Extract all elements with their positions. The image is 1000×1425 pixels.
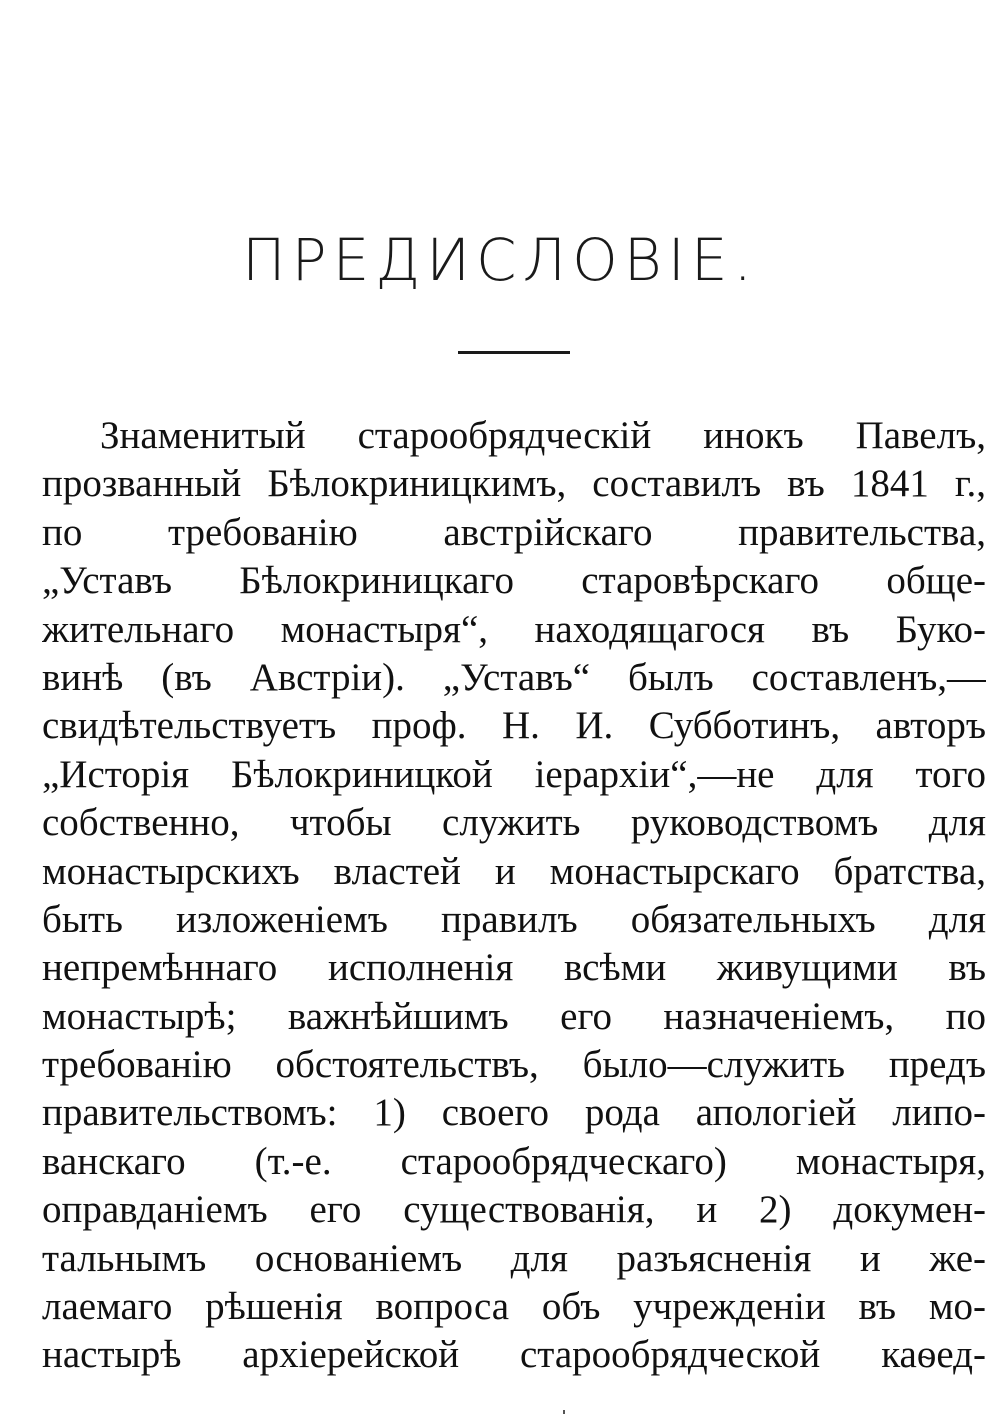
text-line: „Уставъ Бѣлокриницкаго старовѣрскаго обще- xyxy=(42,559,986,603)
text-line: винѣ (въ Австріи). „Уставъ“ былъ составленъ,— xyxy=(42,655,986,699)
print-speck xyxy=(563,1410,565,1414)
text-line: лаемаго рѣшенія вопроса объ учрежденіи въ мо- xyxy=(42,1285,986,1329)
text-line: непремѣннаго исполненія всѣми живущими въ xyxy=(42,946,986,990)
text-line: оправданіемъ его существованія, и 2) докумен- xyxy=(42,1188,986,1232)
page-title: ПРЕДИСЛОВІЕ. xyxy=(242,226,758,294)
text-line: собственно, чтобы служить руководствомъ для xyxy=(42,801,986,845)
text-line: „Исторія Бѣлокриницкой іерархіи“,—не для того xyxy=(42,752,986,796)
text-line: жительнаго монастыря“, находящагося въ Буко- xyxy=(42,607,986,651)
body-paragraph xyxy=(42,412,986,1380)
text-line: Знаменитый старообрядческій инокъ Павелъ, xyxy=(100,414,986,457)
text-line: быть изложеніемъ правилъ обязательныхъ для xyxy=(42,897,986,941)
text-line: монастырскихъ властей и монастырскаго братства, xyxy=(42,849,986,893)
text-line: монастырѣ; важнѣйшимъ его назначеніемъ, по xyxy=(42,994,986,1038)
text-line: настырѣ архіерейской старообрядческой каѳед- xyxy=(42,1333,986,1377)
text-line: требованію обстоятельствъ, было—служить предъ xyxy=(42,1043,986,1087)
text-line: правительствомъ: 1) своего рода апологіей липо- xyxy=(42,1091,986,1135)
title-divider xyxy=(458,351,570,354)
text-line: прозванный Бѣлокриницкимъ, составилъ въ 1841 г., xyxy=(42,462,986,506)
text-line: по требованію австрійскаго правительства, xyxy=(42,510,986,554)
text-line: свидѣтельствуетъ проф. Н. И. Субботинъ, авторъ xyxy=(42,704,986,748)
text-line: тальнымъ основаніемъ для разъясненія и же- xyxy=(42,1236,986,1280)
text-line: ванскаго (т.-е. старообрядческаго) монастыря, xyxy=(42,1139,986,1183)
